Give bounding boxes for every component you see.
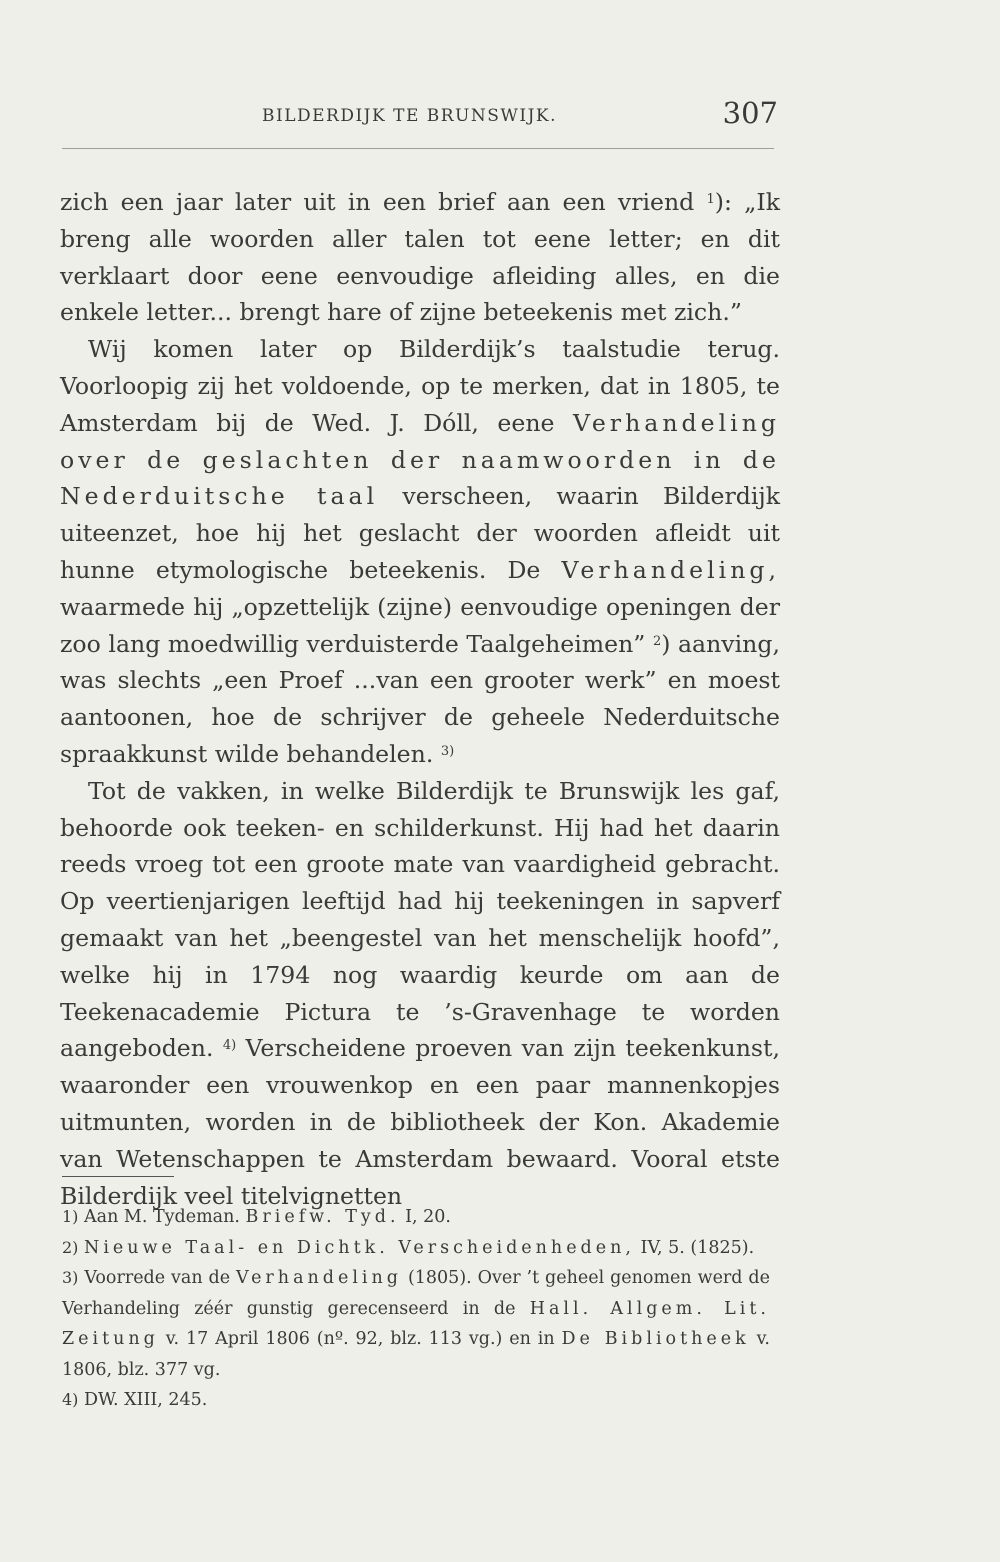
spaced-title: Verhandeling, — [561, 555, 781, 584]
text-run: Verscheidene proeven van zijn teekenkunst, waaronder een vrouwenkop en een paar mannenkopjes uitmunten, worden in de bibliotheek der Kon. Akademie van Wetenschappen te Amsterdam bewaard. Vooral etste Bilderdijk veel titelvignetten — [60, 1034, 780, 1210]
text-run: waarmede hij „opzettelijk (zijne) eenvoudige openingen der zoo lang moedwillig verduisterde Taalgeheimen” — [60, 592, 780, 658]
paragraph-1 — [60, 184, 780, 331]
footnote-ref-2: 2 — [652, 633, 662, 649]
footnote-number: 1) — [62, 1207, 79, 1226]
text-run: v. 17 April 1806 (nº. 92, blz. 113 vg.) en in — [165, 1329, 555, 1349]
footnote-ref-3: 3) — [440, 743, 455, 759]
page-number: 307 — [722, 96, 778, 130]
text-run: Aan M. Tydeman. — [84, 1207, 240, 1227]
footnote-number: 3) — [62, 1268, 79, 1287]
text-run: Voorrede van de — [84, 1268, 231, 1288]
footnote-ref-4: 4) — [222, 1038, 237, 1054]
text-run: (1805). Over ’t geheel genomen werd de Verhandeling zéér gunstig gerecenseerd in de — [62, 1268, 770, 1319]
footnote-4 — [62, 1385, 770, 1416]
footnote-rule — [62, 1176, 174, 1177]
text-run: IV, 5. (1825). — [640, 1237, 755, 1258]
footnote-2 — [62, 1233, 770, 1264]
text-run: verscheen, waarin Bilderdijk uiteenzet, hoe hij het geslacht der woorden afleidt uit hunne etymologische beteekenis. De — [60, 482, 781, 584]
paragraph-3 — [60, 773, 780, 1215]
running-title: BILDERDIJK TE BRUNSWIJK. — [262, 106, 558, 126]
text-run: Tot de vakken, in welke Bilderdijk te Brunswijk les gaf, behoorde ook teeken- en schilderkunst. Hij had het daarin reeds vroeg tot een groote mate van vaardigheid gebracht. Op veertienjarigen leeftijd had hij teekeningen in sapverf gemaakt van het „beengestel van het menschelijk hoofd”, welke hij in 1794 nog waardig keurde om aan de Teekenacademie Pictura te ’s-Gravenhage te worden aangeboden. — [60, 776, 780, 1063]
text-run: DW. XIII, 245. — [84, 1390, 208, 1410]
footnote-ref-1: 1 — [706, 192, 715, 207]
text-run: Wij komen later op Bilderdijk’s taalstudie terug. Voorloopig zij het voldoende, op te merken, dat in 1805, te Amsterdam bij de Wed. J. Dóll, eene — [60, 335, 780, 437]
footnotes — [62, 1202, 770, 1416]
text-run: zich een jaar later uit in een brief aan een vriend — [60, 188, 695, 216]
footnote-1 — [62, 1202, 770, 1233]
spaced-title: De Bibliotheek — [561, 1329, 750, 1349]
footnote-number: 2) — [62, 1237, 79, 1257]
body-text — [60, 184, 780, 1214]
spaced-title: Hall. Allgem. Lit. Zeitung — [62, 1298, 770, 1349]
spaced-title: Briefw. Tyd. — [245, 1207, 400, 1227]
text-run: v. 1806, blz. 377 vg. — [62, 1329, 770, 1380]
text-run: ) aanving, was slechts „een Proef ...van een grooter werk” en moest aantoonen, hoe de schrijver de geheele Nederduitsche spraakkunst wilde behandelen. — [60, 629, 780, 768]
footnote-3 — [62, 1263, 770, 1385]
spaced-title: Verhandeling over de geslachten der naamwoorden in de Nederduitsche taal — [60, 408, 780, 511]
paragraph-2 — [60, 331, 780, 773]
spaced-title: Verhandeling — [236, 1268, 403, 1288]
text-run: ): „Ik breng alle woorden aller talen tot eene letter; en dit verklaart door eene eenvoudige afleiding alles, en die enkele letter... brengt hare of zijne beteekenis met zich.” — [60, 188, 781, 327]
page-header — [62, 96, 778, 144]
text-run: I, 20. — [405, 1207, 451, 1227]
header-rule — [62, 148, 774, 151]
footnote-number: 4) — [62, 1390, 79, 1409]
spaced-title: Nieuwe Taal- en Dichtk. Verscheidenheden, — [84, 1237, 635, 1258]
